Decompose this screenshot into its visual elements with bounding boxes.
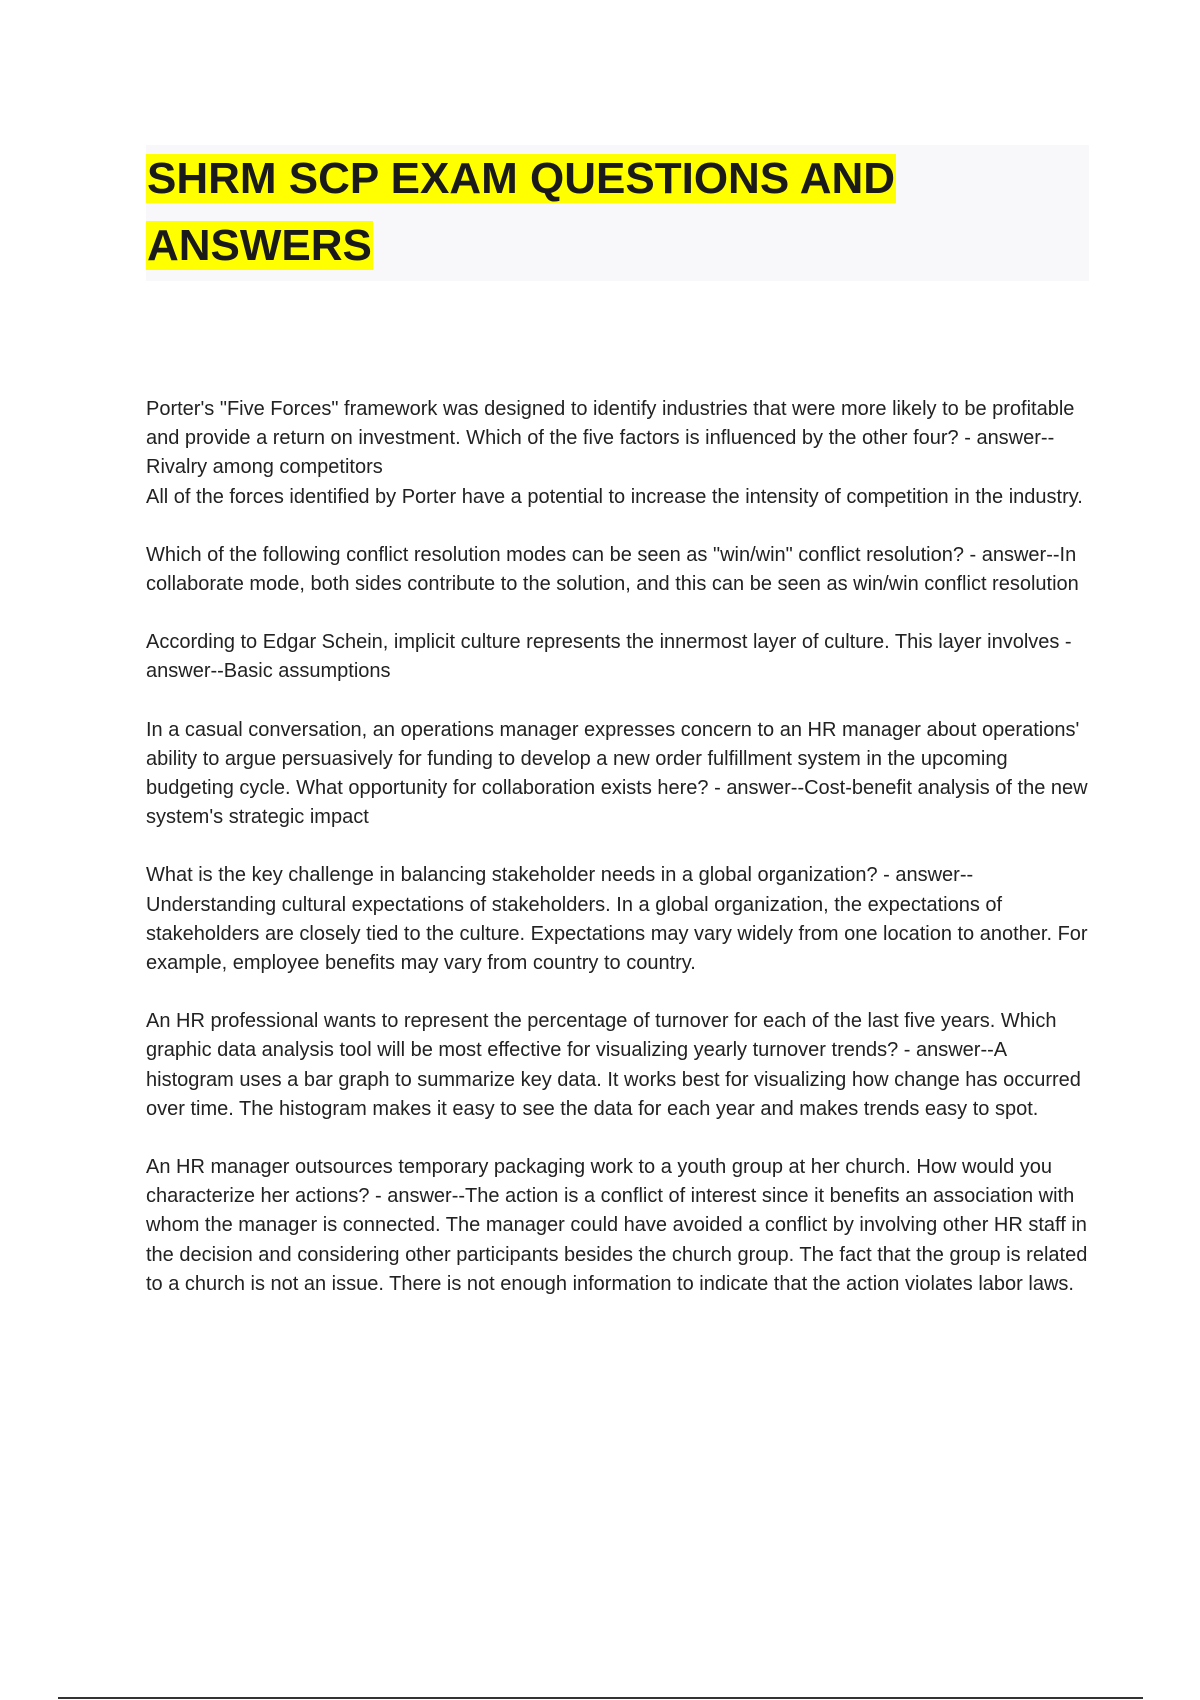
qa-entry [146, 541, 1096, 599]
footer-divider [58, 1697, 1143, 1699]
qa-explanation: All of the forces identified by Porter have a potential to increase the intensity of competition in the industry. [146, 485, 1083, 508]
qa-entry [146, 395, 1096, 512]
title-line-2: ANSWERS [147, 221, 372, 270]
qa-text: Porter's "Five Forces" framework was designed to identify industries that were more likely to be profitable and provide a return on investment. Which of the five factors is influenced by the other four? - answer--Rivalry among competitors [146, 398, 1075, 479]
qa-text: An HR professional wants to represent the percentage of turnover for each of the last five years. Which graphic data analysis tool will be most effective for visualizing yearly turnover trends? - answer--A histogram uses a bar graph to summarize key data. It works best for visualizing how change has occurred over time. The histogram makes it easy to see the data for each year and makes trends easy to spot. [146, 1010, 1081, 1120]
document-title [146, 145, 1089, 279]
title-line-1: SHRM SCP EXAM QUESTIONS AND [147, 154, 896, 203]
title-block [146, 145, 1089, 281]
qa-list [146, 395, 1096, 1328]
qa-entry [146, 628, 1096, 686]
qa-entry [146, 1007, 1096, 1124]
qa-text: An HR manager outsources temporary packaging work to a youth group at her church. How would you characterize her actions? - answer--The action is a conflict of interest since it benefits an association with whom the manager is connected. The manager could have avoided a conflict by involving other HR staff in the decision and considering other participants besides the church group. The fact that the group is related to a church is not an issue. There is not enough information to indicate that the action violates labor laws. [146, 1156, 1088, 1295]
qa-text: According to Edgar Schein, implicit culture represents the innermost layer of culture. This layer involves - answer--Basic assumptions [146, 631, 1072, 683]
qa-text: What is the key challenge in balancing stakeholder needs in a global organization? - answer--Understanding cultural expectations of stakeholders. In a global organization, the expectations of stakeholders are closely tied to the culture. Expectations may vary widely from one location to another. For example, employee benefits may vary from country to country. [146, 864, 1088, 975]
qa-text: In a casual conversation, an operations manager expresses concern to an HR manager about operations' ability to argue persuasively for funding to develop a new order fulfillment system in the upcoming budgeting cycle. What opportunity for collaboration exists here? - answer--Cost-benefit analysis of the new system's strategic impact [146, 718, 1088, 829]
qa-entry [146, 861, 1096, 978]
qa-entry [146, 1153, 1096, 1299]
qa-text: Which of the following conflict resolution modes can be seen as "win/win" conflict resolution? - answer--In collaborate mode, both sides contribute to the solution, and this can be seen as win/win conflict resolution [146, 543, 1079, 596]
qa-entry [146, 716, 1096, 833]
